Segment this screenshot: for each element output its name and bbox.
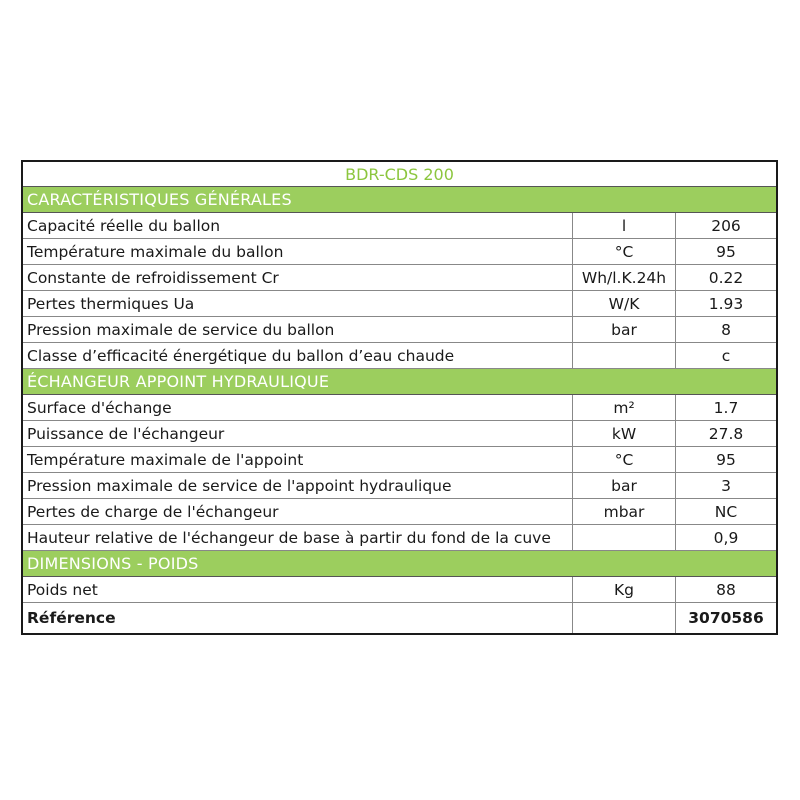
- row-value: 88: [716, 580, 736, 599]
- row-label: Capacité réelle du ballon: [23, 213, 573, 238]
- row-value: 95: [716, 242, 736, 261]
- row-label: Poids net: [23, 577, 573, 602]
- row-value: 0,9: [713, 528, 739, 547]
- row-value: c: [721, 346, 731, 365]
- table-title: BDR-CDS 200: [23, 162, 776, 187]
- table-row: [23, 395, 776, 421]
- table-row: [23, 291, 776, 317]
- table-row: [23, 317, 776, 343]
- section-heading-dimensions: DIMENSIONS - POIDS: [23, 551, 776, 577]
- table-row: [23, 239, 776, 265]
- table-row: [23, 343, 776, 369]
- row-unit: mbar: [573, 499, 676, 524]
- section-heading-general: CARACTÉRISTIQUES GÉNÉRALES: [23, 187, 776, 213]
- reference-label: Référence: [23, 603, 573, 633]
- section-heading-exchanger: ÉCHANGEUR APPOINT HYDRAULIQUE: [23, 369, 776, 395]
- row-unit: Kg: [573, 577, 676, 602]
- row-label: Constante de refroidissement Cr: [23, 265, 573, 290]
- table-row: [23, 525, 776, 551]
- row-unit: °C: [573, 239, 676, 264]
- row-label: Hauteur relative de l'échangeur de base à partir du fond de la cuve: [23, 525, 573, 550]
- row-label: Surface d'échange: [23, 395, 573, 420]
- table-row: [23, 499, 776, 525]
- row-label: Classe d’efficacité énergétique du ballon d’eau chaude: [23, 343, 573, 368]
- row-unit: bar: [573, 317, 676, 342]
- row-unit: [573, 525, 676, 550]
- table-row: [23, 421, 776, 447]
- row-value: 8: [721, 320, 731, 339]
- table-row: [23, 473, 776, 499]
- table-row: [23, 213, 776, 239]
- reference-row: [23, 603, 776, 633]
- row-value: NC: [714, 502, 738, 521]
- row-value: 95: [716, 450, 736, 469]
- row-unit: m²: [573, 395, 676, 420]
- row-label: Température maximale du ballon: [23, 239, 573, 264]
- row-label: Pertes de charge de l'échangeur: [23, 499, 573, 524]
- row-unit: °C: [573, 447, 676, 472]
- row-label: Pression maximale de service du ballon: [23, 317, 573, 342]
- row-unit: bar: [573, 473, 676, 498]
- row-unit: l: [573, 213, 676, 238]
- spec-table: [21, 160, 778, 635]
- row-unit: W/K: [573, 291, 676, 316]
- row-value: 0.22: [708, 268, 744, 287]
- reference-value: 3070586: [688, 609, 764, 627]
- row-value: 1.7: [713, 398, 739, 417]
- row-value: 1.93: [708, 294, 744, 313]
- row-label: Pertes thermiques Ua: [23, 291, 573, 316]
- row-label: Puissance de l'échangeur: [23, 421, 573, 446]
- row-unit: Wh/l.K.24h: [573, 265, 676, 290]
- table-row: [23, 265, 776, 291]
- row-value: 27.8: [708, 424, 744, 443]
- row-label: Température maximale de l'appoint: [23, 447, 573, 472]
- row-value: 206: [711, 216, 741, 235]
- row-unit: kW: [573, 421, 676, 446]
- table-row: [23, 577, 776, 603]
- row-label: Pression maximale de service de l'appoint hydraulique: [23, 473, 573, 498]
- reference-unit: [573, 603, 676, 633]
- row-unit: [573, 343, 676, 368]
- table-row: [23, 447, 776, 473]
- row-value: 3: [721, 476, 731, 495]
